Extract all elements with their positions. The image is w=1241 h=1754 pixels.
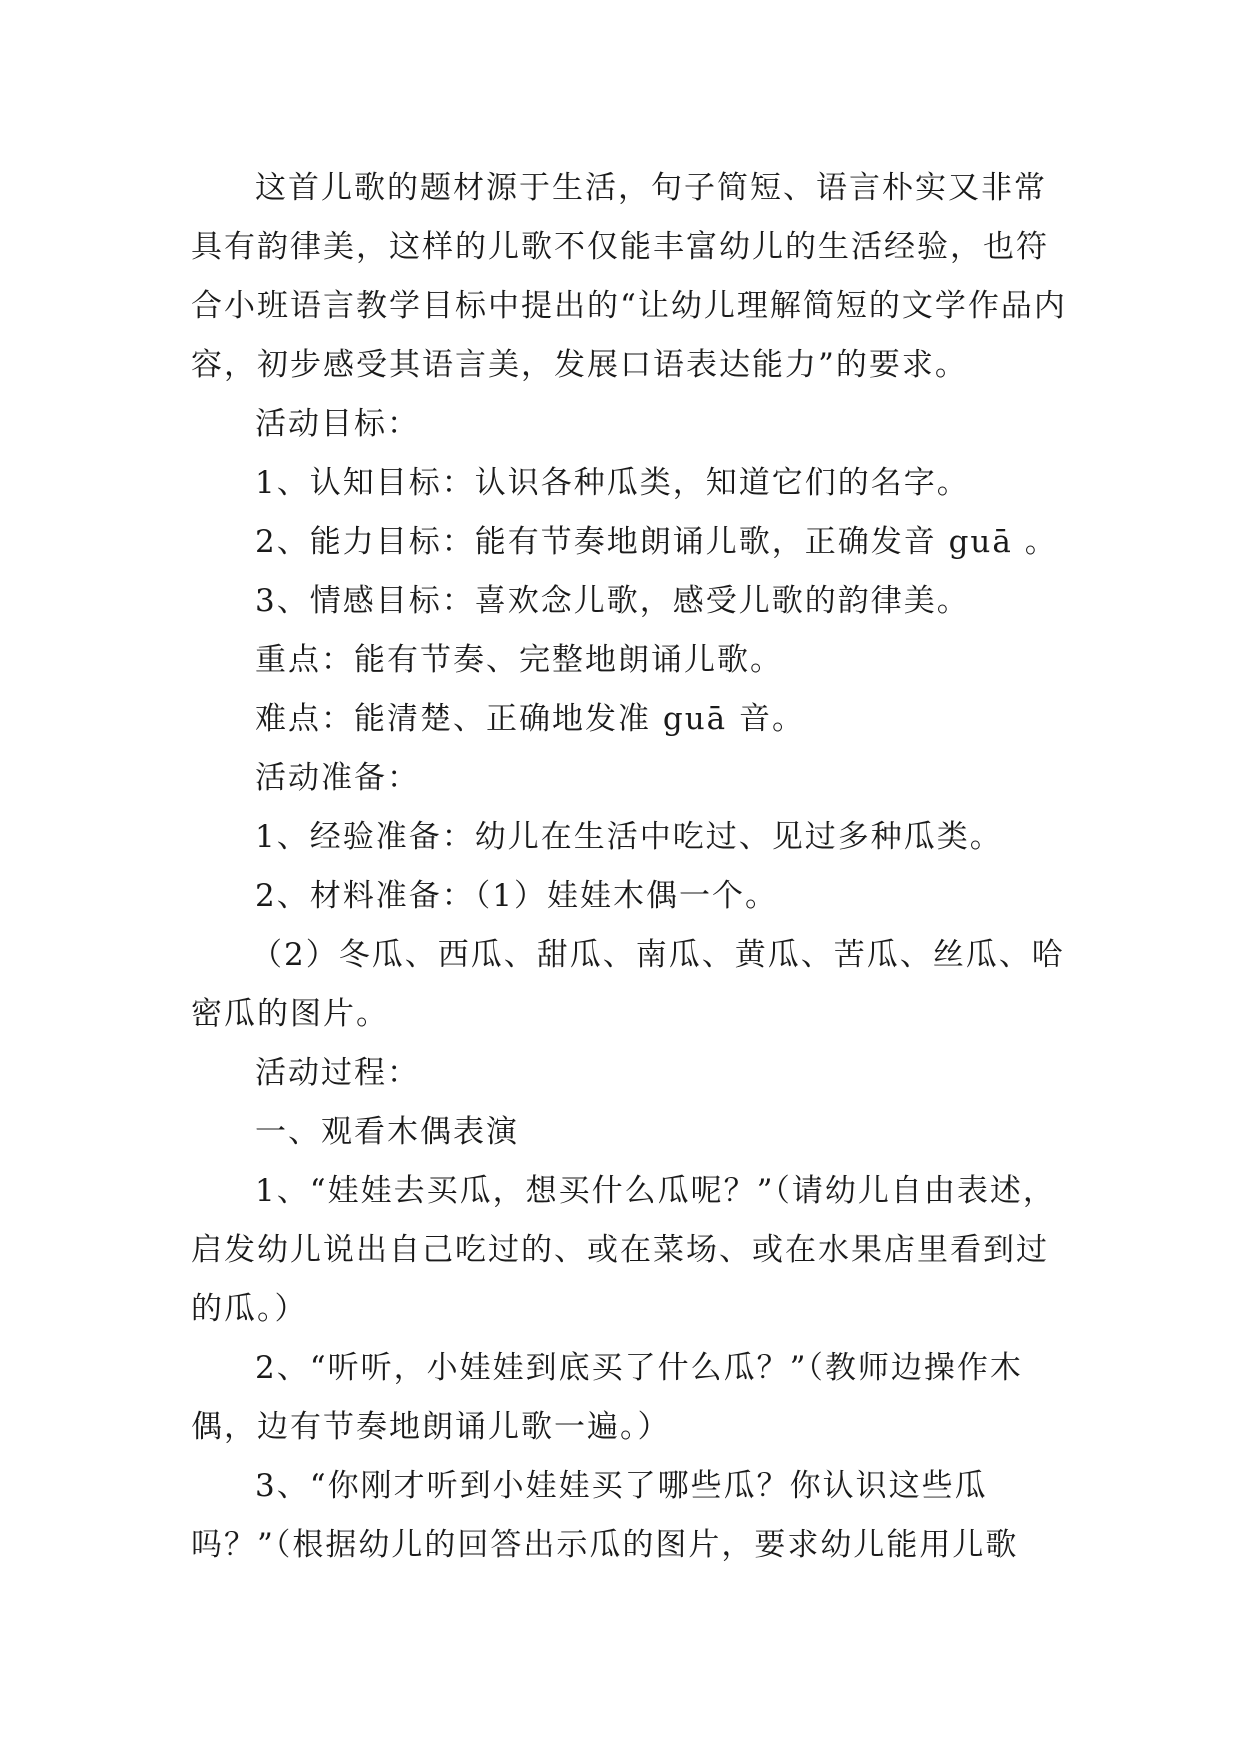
- goal-emotional: 3、情感目标：喜欢念儿歌，感受儿歌的韵律美。: [255, 583, 970, 619]
- heading-activity-preparation: 活动准备：: [255, 760, 420, 796]
- prep-experience: 1、经验准备：幼儿在生活中吃过、见过多种瓜类。: [255, 819, 1003, 855]
- heading-activity-process: 活动过程：: [255, 1055, 420, 1091]
- goal-cognitive: 1、认知目标：认识各种瓜类，知道它们的名字。: [255, 465, 970, 501]
- paragraph-intro: 这首儿歌的题材源于生活，句子简短、语言朴实又非常具有韵律美，这样的儿歌不仅能丰富幼儿的生活经验，也符合小班语言教学目标中提出的“让幼儿理解简短的文学作品内容，初步感受其语言美，发展口语表达能力”的要求。: [191, 170, 1067, 383]
- heading-activity-goals: 活动目标：: [255, 406, 420, 442]
- prep-materials: 2、材料准备：（1）娃娃木偶一个。: [255, 878, 778, 914]
- document-body: [191, 159, 1071, 1575]
- key-point: 重点：能有节奏、完整地朗诵儿歌。: [255, 642, 783, 678]
- process-step-1: 1、“娃娃去买瓜，想买什么瓜呢？”（请幼儿自由表述，启发幼儿说出自己吃过的、或在菜场、或在水果店里看到过的瓜。）: [191, 1173, 1056, 1327]
- process-section-one: 一、观看木偶表演: [255, 1114, 519, 1150]
- process-step-2: 2、“听听，小娃娃到底买了什么瓜？”（教师边操作木偶，边有节奏地朗诵儿歌一遍。）: [191, 1350, 1023, 1445]
- difficult-point: 难点：能清楚、正确地发准 guā 音。: [255, 701, 805, 737]
- process-step-3: 3、“你刚才听到小娃娃买了哪些瓜？你认识这些瓜吗？”（根据幼儿的回答出示瓜的图片，要求幼儿能用儿歌: [191, 1468, 1019, 1563]
- goal-ability: 2、能力目标：能有节奏地朗诵儿歌，正确发音 guā 。: [255, 524, 1058, 560]
- prep-materials-pictures: （2）冬瓜、西瓜、甜瓜、南瓜、黄瓜、苦瓜、丝瓜、哈密瓜的图片。: [191, 937, 1065, 1032]
